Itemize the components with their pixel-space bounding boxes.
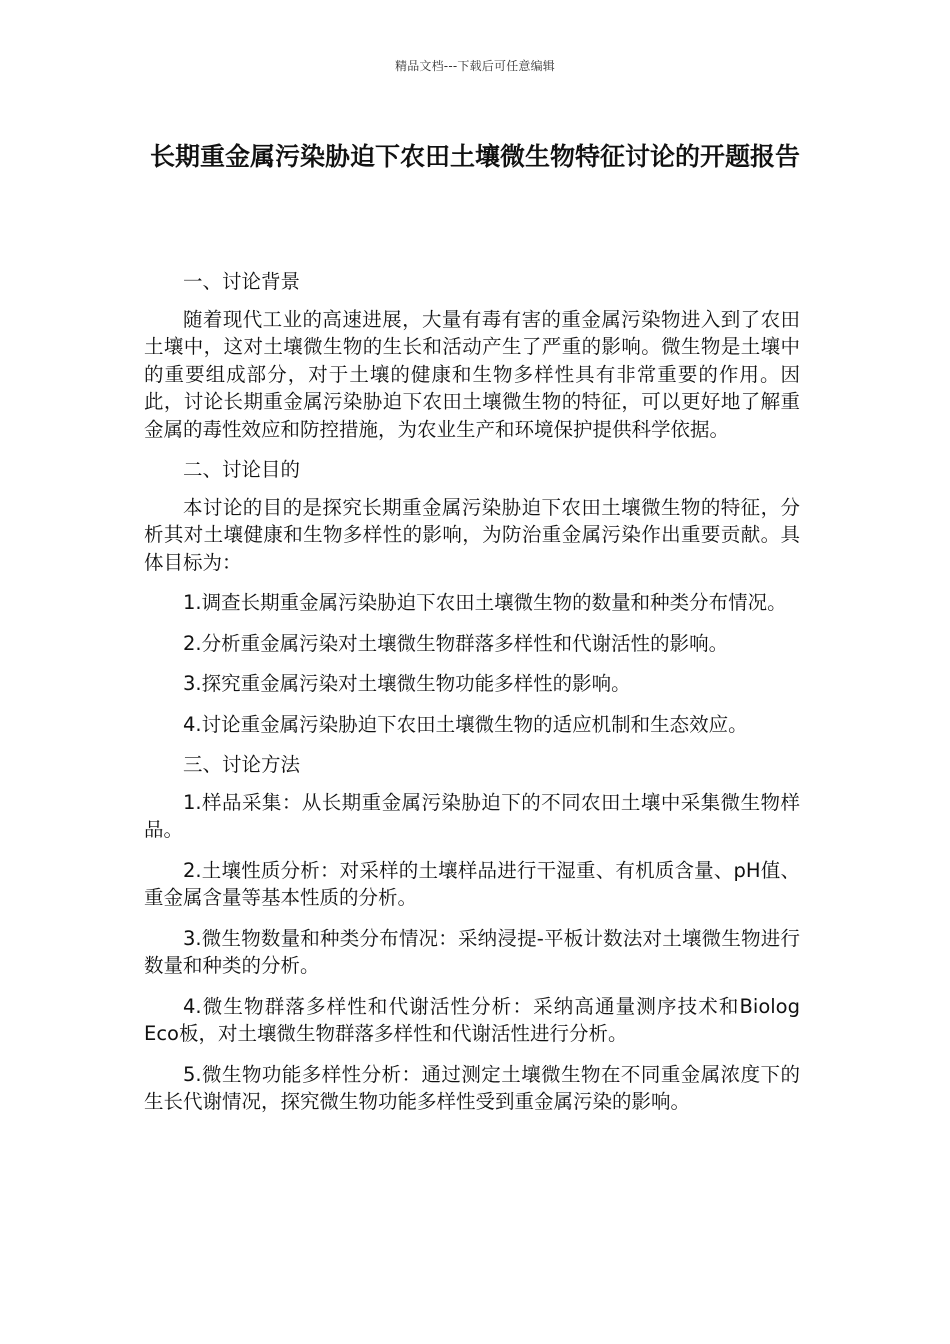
paragraph-purpose-intro: 本讨论的目的是探究长期重金属污染胁迫下农田土壤微生物的特征，分析其对土壤健康和生物多样性的影响，为防治重金属污染作出重要贡献。具体目标为：	[144, 495, 800, 574]
purpose-item-2: 2.分析重金属污染对土壤微生物群落多样性和代谢活性的影响。	[183, 631, 729, 655]
section-heading-background: 一、讨论背景	[183, 270, 301, 293]
purpose-item-4: 4.讨论重金属污染胁迫下农田土壤微生物的适应机制和生态效应。	[183, 712, 748, 736]
method-item-1: 1.样品采集：从长期重金属污染胁迫下的不同农田土壤中采集微生物样品。	[144, 790, 800, 841]
section-heading-purpose: 二、讨论目的	[183, 458, 301, 481]
document-title: 长期重金属污染胁迫下农田土壤微生物特征讨论的开题报告	[149, 142, 800, 171]
method-item-2: 2.土壤性质分析：对采样的土壤样品进行干湿重、有机质含量、pH值、重金属含量等基本性质的分析。	[144, 858, 800, 909]
header-note: 精品文档---下载后可任意编辑	[395, 59, 555, 73]
purpose-item-3: 3.探究重金属污染对土壤微生物功能多样性的影响。	[183, 672, 631, 695]
document-body	[144, 268, 800, 1129]
method-item-4: 4.微生物群落多样性和代谢活性分析：采纳高通量测序技术和Biolog Eco板，对土壤微生物群落多样性和代谢活性进行分析。	[144, 994, 800, 1045]
method-item-3: 3.微生物数量和种类分布情况：采纳浸提-平板计数法对土壤微生物进行数量和种类的分析。	[144, 926, 800, 977]
method-item-5: 5.微生物功能多样性分析：通过测定土壤微生物在不同重金属浓度下的生长代谢情况，探究微生物功能多样性受到重金属污染的影响。	[144, 1062, 800, 1113]
paragraph-background: 随着现代工业的高速进展，大量有毒有害的重金属污染物进入到了农田土壤中，这对土壤微生物的生长和活动产生了严重的影响。微生物是土壤中的重要组成部分，对于土壤的健康和生物多样性具有非常重要的作用。因此，讨论长期重金属污染胁迫下农田土壤微生物的特征，可以更好地了解重金属的毒性效应和防控措施，为农业生产和环境保护提供科学依据。	[144, 307, 800, 441]
purpose-item-1: 1.调查长期重金属污染胁迫下农田土壤微生物的数量和种类分布情况。	[183, 591, 787, 614]
section-heading-methods: 三、讨论方法	[183, 753, 301, 776]
